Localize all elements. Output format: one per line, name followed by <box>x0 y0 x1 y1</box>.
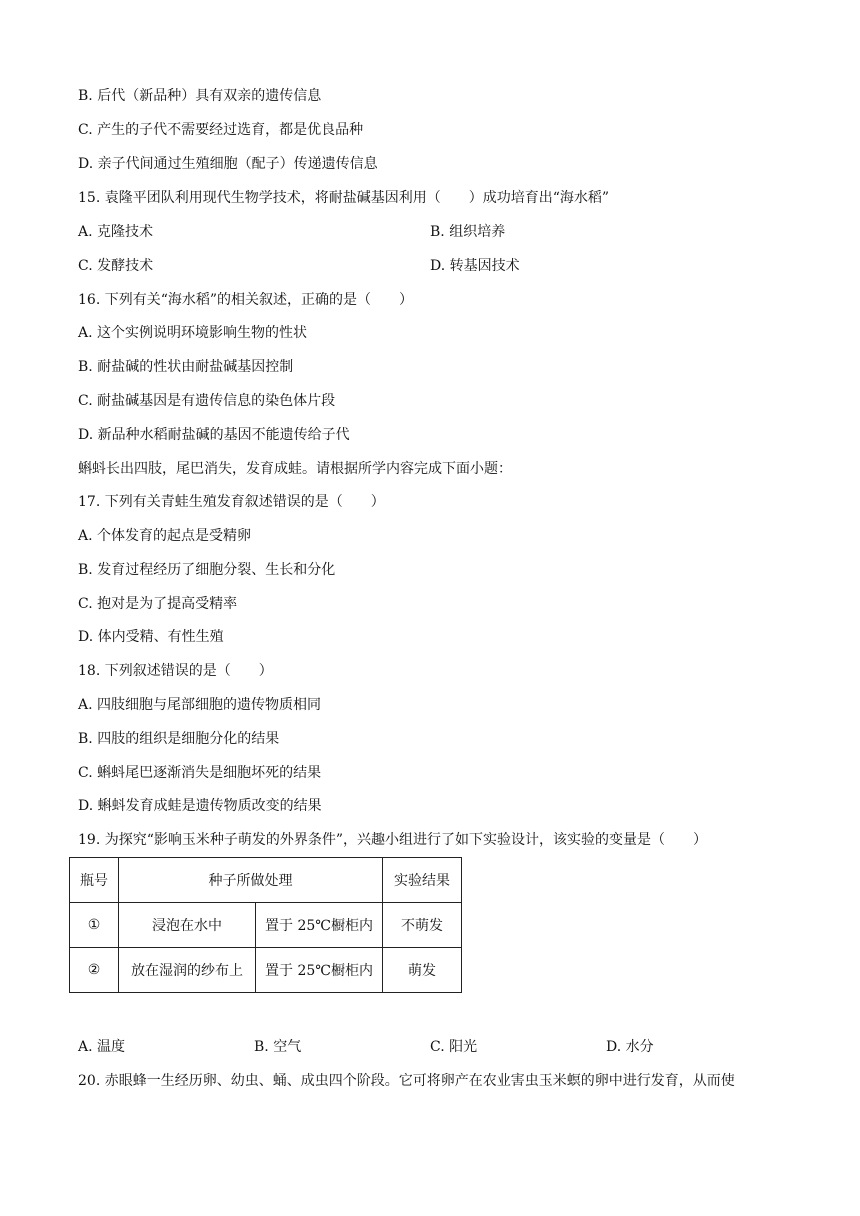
q14-option-d: D. 亲子代间通过生殖细胞（配子）传递遗传信息 <box>78 156 378 172</box>
table-cell: 浸泡在水中 <box>119 903 256 948</box>
q18-option-b: B. 四肢的组织是细胞分化的结果 <box>78 731 280 747</box>
q19-option-a: A. 温度 <box>78 1039 126 1055</box>
q17-option-c: C. 抱对是为了提高受精率 <box>78 596 238 612</box>
q15-option-c: C. 发酵技术 <box>78 258 154 274</box>
q17-stem: 17. 下列有关青蛙生殖发育叙述错误的是（ ） <box>78 494 385 510</box>
q16-option-b: B. 耐盐碱的性状由耐盐碱基因控制 <box>78 359 294 375</box>
q15-stem: 15. 袁隆平团队利用现代生物学技术，将耐盐碱基因利用（ ）成功培育出“海水稻” <box>78 190 610 206</box>
q16-option-c: C. 耐盐碱基因是有遗传信息的染色体片段 <box>78 393 336 409</box>
table-row <box>70 903 462 948</box>
table-row <box>70 948 462 993</box>
table-cell: ① <box>70 903 119 948</box>
q15-option-a: A. 克隆技术 <box>78 224 154 240</box>
q18-option-a: A. 四肢细胞与尾部细胞的遗传物质相同 <box>78 697 322 713</box>
q16-stem: 16. 下列有关“海水稻”的相关叙述，正确的是（ ） <box>78 292 414 308</box>
table-header-cell: 种子所做处理 <box>119 858 383 903</box>
q17-option-a: A. 个体发育的起点是受精卵 <box>78 528 252 544</box>
q17-option-b: B. 发育过程经历了细胞分裂、生长和分化 <box>78 562 336 578</box>
q19-option-d: D. 水分 <box>606 1039 654 1055</box>
q15-option-b: B. 组织培养 <box>430 224 506 240</box>
table-cell: 萌发 <box>383 948 462 993</box>
table-cell: 置于 25℃橱柜内 <box>256 903 383 948</box>
q19-option-b: B. 空气 <box>254 1039 302 1055</box>
q18-option-c: C. 蝌蚪尾巴逐渐消失是细胞坏死的结果 <box>78 765 322 781</box>
table-cell: ② <box>70 948 119 993</box>
table-header-cell: 瓶号 <box>70 858 119 903</box>
tadpole-intro: 蝌蚪长出四肢，尾巴消失，发育成蛙。请根据所学内容完成下面小题： <box>78 461 512 477</box>
q14-option-b: B. 后代（新品种）具有双亲的遗传信息 <box>78 88 322 104</box>
table-cell: 置于 25℃橱柜内 <box>256 948 383 993</box>
q19-option-c: C. 阳光 <box>430 1039 478 1055</box>
table-header-row <box>70 858 462 903</box>
q14-option-c: C. 产生的子代不需要经过选育，都是优良品种 <box>78 122 364 138</box>
table-cell: 不萌发 <box>383 903 462 948</box>
q16-option-a: A. 这个实例说明环境影响生物的性状 <box>78 325 308 341</box>
experiment-table <box>69 857 462 993</box>
q20-stem: 20. 赤眼蜂一生经历卵、幼虫、蛹、成虫四个阶段。它可将卵产在农业害虫玉米螟的卵中进行发育，从而使 <box>78 1073 735 1089</box>
q17-option-d: D. 体内受精、有性生殖 <box>78 629 224 645</box>
table-header-cell: 实验结果 <box>383 858 462 903</box>
q19-stem: 19. 为探究“影响玉米种子萌发的外界条件”，兴趣小组进行了如下实验设计，该实验的变量是（ ） <box>78 832 708 848</box>
table-cell: 放在湿润的纱布上 <box>119 948 256 993</box>
q18-stem: 18. 下列叙述错误的是（ ） <box>78 663 273 679</box>
q18-option-d: D. 蝌蚪发育成蛙是遗传物质改变的结果 <box>78 798 322 814</box>
q15-option-d: D. 转基因技术 <box>430 258 520 274</box>
q16-option-d: D. 新品种水稻耐盐碱的基因不能遗传给子代 <box>78 427 350 443</box>
